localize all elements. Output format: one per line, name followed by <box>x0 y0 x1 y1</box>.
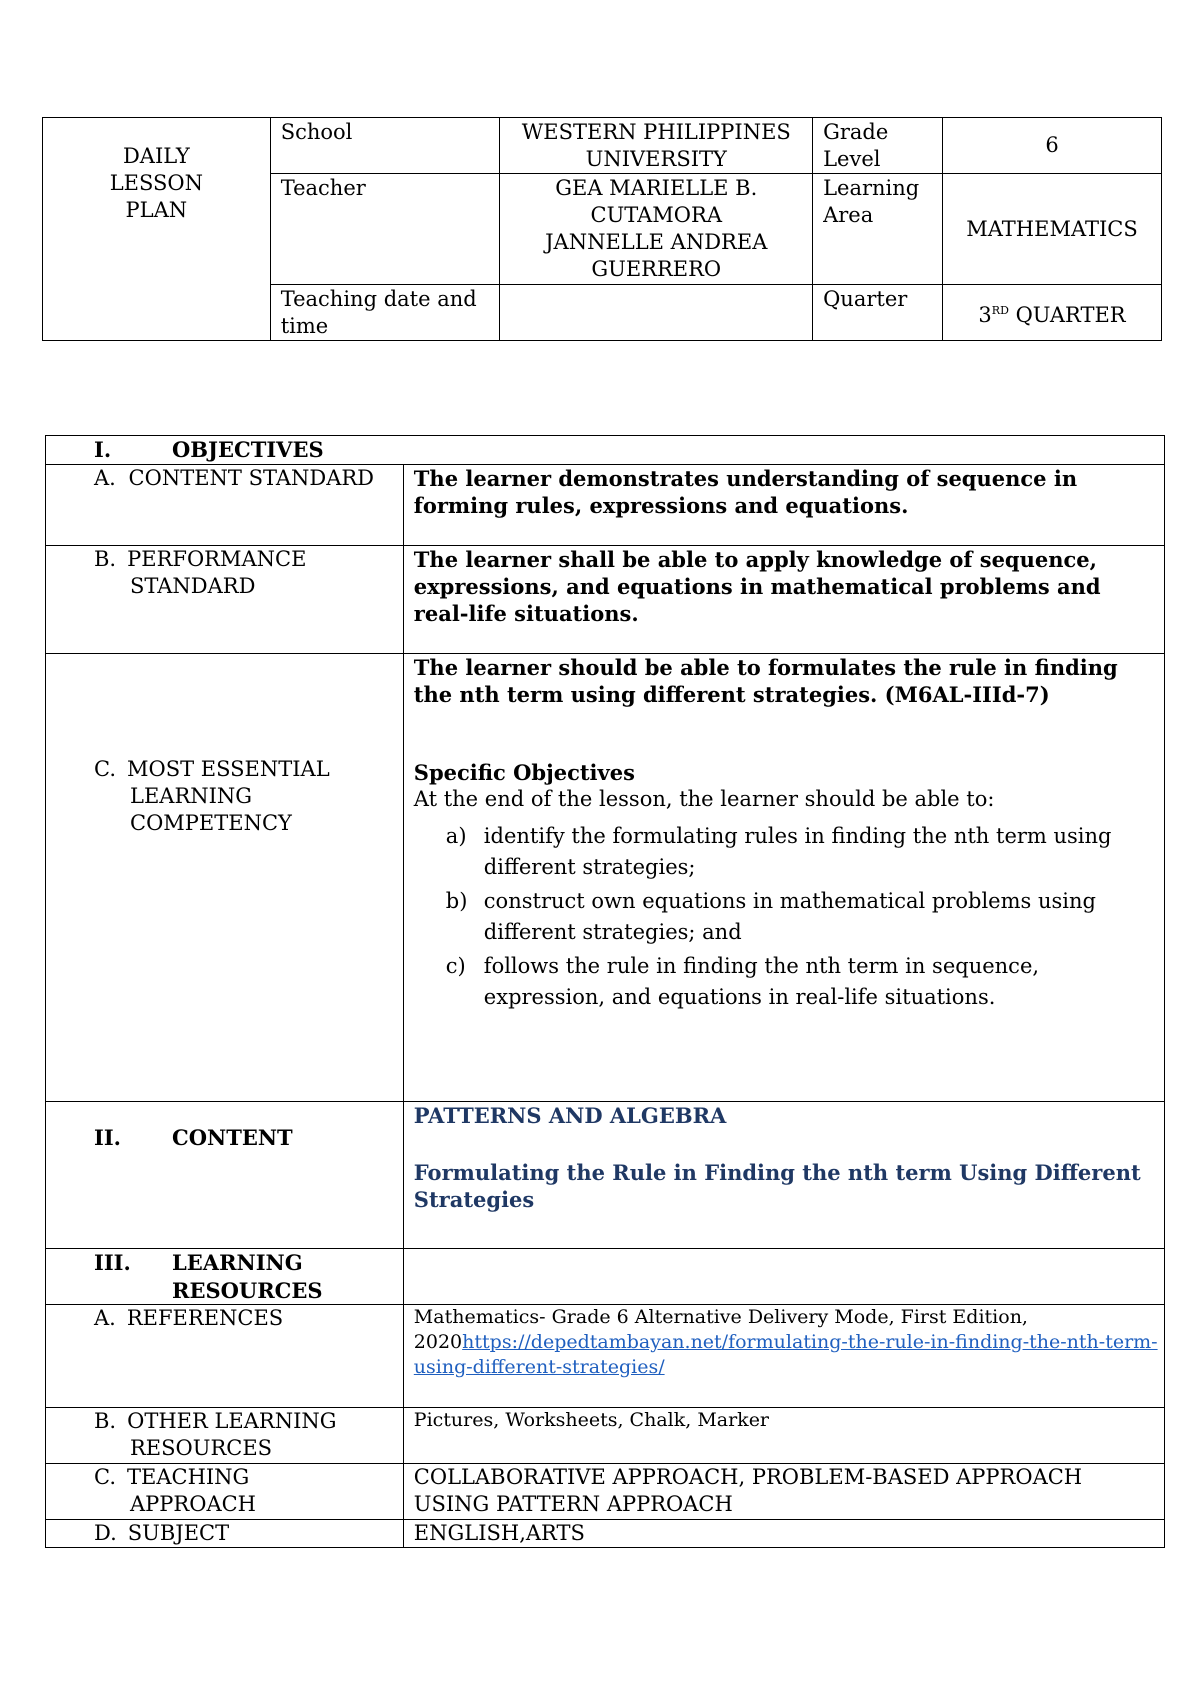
list-item-text: identify the formulating rules in finding the nth term using different strategies; <box>483 824 1112 879</box>
references-text: Mathematics- Grade 6 Alternative Delivery Mode, First Edition, 2020 <box>413 1306 1028 1353</box>
title-line: DAILY <box>122 144 190 168</box>
other-resources-text: Pictures, Worksheets, Chalk, Marker <box>403 1408 1164 1464</box>
competency-cell <box>403 654 1164 1102</box>
reference-link[interactable]: https://depedtambayan.net/formulating-the-rule-in-finding-the-nth-term-using-different-strategies/ <box>413 1331 1158 1378</box>
performance-standard-text: The learner shall be able to apply knowledge of sequence, expressions, and equations in mathematical problems and real-life situations. <box>403 546 1164 654</box>
school-value: WESTERN PHILIPPINES UNIVERSITY <box>500 118 813 174</box>
teaching-approach-label <box>46 1464 404 1520</box>
list-item-text: construct own equations in mathematical problems using different strategies; and <box>483 889 1096 944</box>
quarter-suffix: RD <box>991 304 1009 317</box>
content-standard-text: The learner demonstrates understanding of sequence in forming rules, expressions and equations. <box>403 465 1164 546</box>
other-resources-label <box>46 1408 404 1464</box>
subject-label <box>46 1520 404 1548</box>
title-line: PLAN <box>125 198 188 222</box>
competency-text: The learner should be able to formulates the rule in finding the nth term using different strategies. (M6AL-IIId-7) <box>413 655 1118 707</box>
teacher-label: Teacher <box>270 174 500 285</box>
title-line: LESSON <box>109 171 203 195</box>
list-item-letter: a) <box>445 824 467 848</box>
topic-title: PATTERNS AND ALGEBRA <box>413 1103 727 1128</box>
item-label-line: OTHER LEARNING <box>127 1409 337 1433</box>
list-item <box>445 886 1158 948</box>
teaching-approach-text: COLLABORATIVE APPROACH, PROBLEM-BASED APPROACH USING PATTERN APPROACH <box>403 1464 1164 1520</box>
title-cell <box>43 118 271 341</box>
item-letter: C. <box>94 1465 116 1489</box>
learning-area-value: MATHEMATICS <box>943 174 1162 285</box>
item-letter: A. <box>94 466 116 490</box>
teacher-value <box>500 174 813 285</box>
references-label <box>46 1305 404 1408</box>
competency-label <box>46 654 404 1102</box>
item-label: REFERENCES <box>126 1306 284 1330</box>
teaching-date-value <box>500 285 813 341</box>
item-label-line: PERFORMANCE <box>127 547 307 571</box>
item-label-line: COMPETENCY <box>130 811 292 835</box>
item-label-line: TEACHING <box>127 1465 250 1489</box>
objectives-heading <box>46 436 1165 465</box>
teaching-date-label: Teaching date and time <box>270 285 500 341</box>
section-title: CONTENT <box>172 1125 293 1150</box>
item-label-line: APPROACH <box>130 1492 256 1516</box>
quarter-word: QUARTER <box>1015 303 1126 327</box>
item-letter: B. <box>94 547 117 571</box>
section-numeral: III. <box>94 1250 131 1275</box>
content-cell <box>403 1102 1164 1249</box>
quarter-label: Quarter <box>813 285 943 341</box>
header-table <box>42 117 1162 341</box>
item-label-line: STANDARD <box>130 574 256 598</box>
teacher-line: GEA MARIELLE B. <box>555 176 758 200</box>
references-cell <box>403 1305 1164 1408</box>
performance-standard-label <box>46 546 404 654</box>
item-label-line: RESOURCES <box>130 1436 273 1460</box>
section-title-line: LEARNING <box>172 1250 303 1275</box>
grade-level-value: 6 <box>943 118 1162 174</box>
section-numeral: I. <box>94 437 112 462</box>
list-item-letter: b) <box>445 889 468 913</box>
list-item-text: follows the rule in finding the nth term in sequence, expression, and equations in real-life situations. <box>483 954 1040 1009</box>
section-title-line: RESOURCES <box>172 1278 323 1303</box>
teacher-line: JANNELLE ANDREA <box>545 230 768 254</box>
subject-text: ENGLISH,ARTS <box>403 1520 1164 1548</box>
content-heading <box>46 1102 404 1249</box>
list-item-letter: c) <box>445 954 466 978</box>
item-label-line: LEARNING <box>130 784 253 808</box>
objectives-list <box>414 821 1158 1013</box>
lesson-plan-table <box>45 435 1165 1548</box>
list-item <box>445 821 1158 883</box>
item-letter: D. <box>94 1521 117 1545</box>
specific-objectives-heading: Specific Objectives <box>413 760 635 785</box>
grade-level-label: Grade Level <box>813 118 943 174</box>
item-label-line: MOST ESSENTIAL <box>127 757 330 781</box>
item-letter: C. <box>94 757 116 781</box>
content-standard-label <box>46 465 404 546</box>
teacher-line: CUTAMORA <box>590 203 722 227</box>
section-title: OBJECTIVES <box>172 437 324 462</box>
list-item <box>445 951 1158 1013</box>
school-label: School <box>270 118 500 174</box>
teacher-line: GUERRERO <box>591 257 722 281</box>
resources-empty-cell <box>403 1249 1164 1305</box>
item-letter: B. <box>94 1409 117 1433</box>
item-letter: A. <box>94 1306 116 1330</box>
item-label: SUBJECT <box>127 1521 230 1545</box>
item-label: CONTENT STANDARD <box>128 466 375 490</box>
quarter-value <box>943 285 1162 341</box>
lesson-title: Formulating the Rule in Finding the nth term Using Different Strategies <box>413 1160 1141 1212</box>
resources-heading <box>46 1249 404 1305</box>
section-numeral: II. <box>94 1125 121 1150</box>
specific-objectives-intro: At the end of the lesson, the learner should be able to: <box>413 787 995 811</box>
learning-area-label: Learning Area <box>813 174 943 285</box>
quarter-number: 3 <box>978 303 992 327</box>
